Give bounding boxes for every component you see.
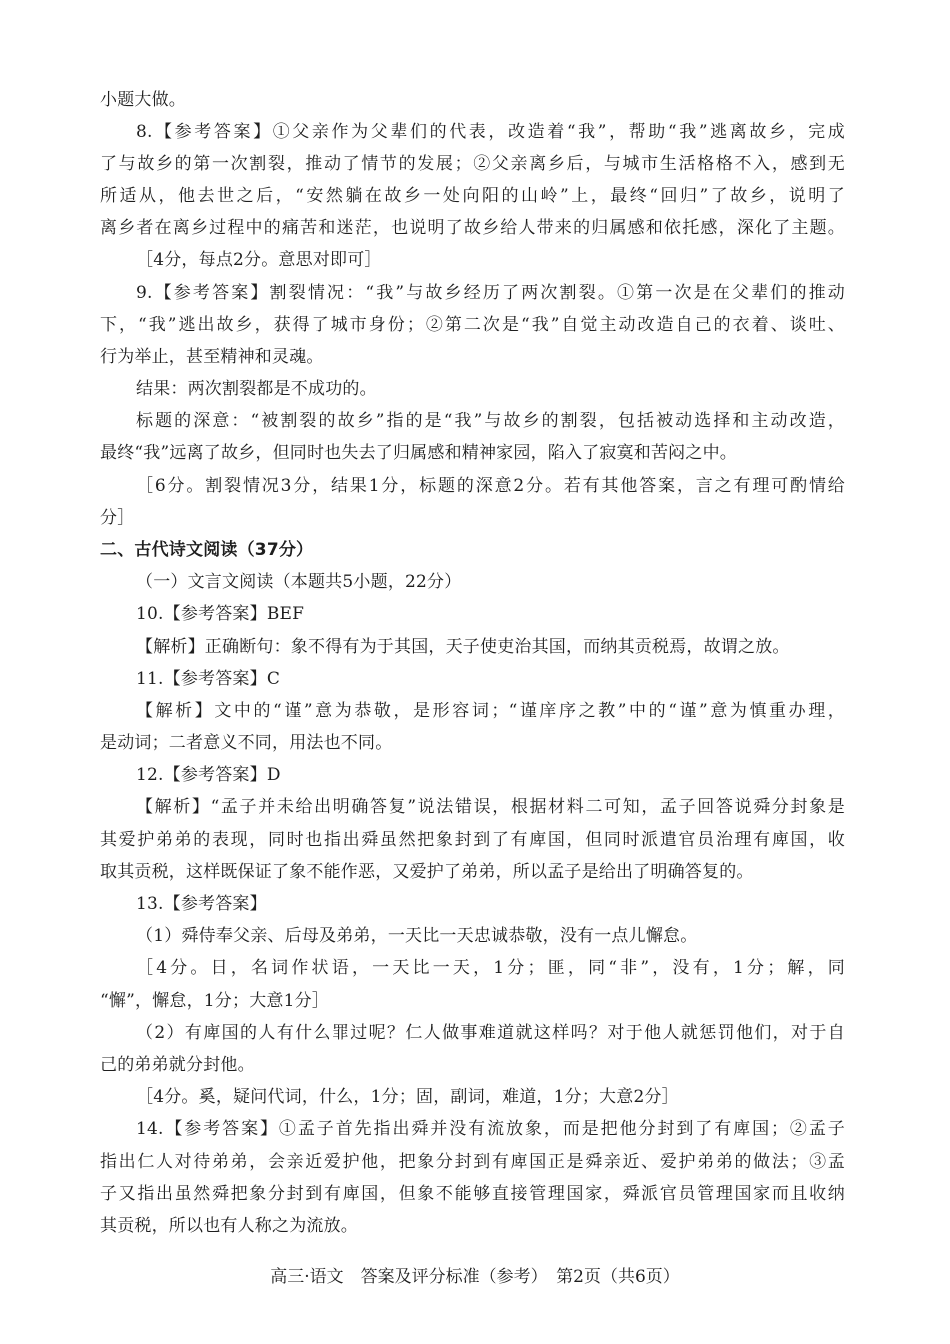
text-line: 取其贡税，这样既保证了象不能作恶，又爱护了弟弟，所以孟子是给出了明确答复的。 (100, 862, 754, 882)
text-line: 【解析】正确断句：象不得有为于其国，天子使吏治其国，而纳其贡税焉，故谓之放。 (136, 637, 790, 657)
text-line: 【解析】“孟子并未给出明确答复”说法错误，根据材料二可知，孟子回答说舜分封象是 (136, 797, 845, 817)
text-line: 标题的深意：“被割裂的故乡”指的是“我”与故乡的割裂，包括被动选择和主动改造， (136, 411, 845, 431)
text-line: 下，“我”逃出故乡，获得了城市身份；②第二次是“我”自觉主动改造自己的衣着、谈吐、 (100, 315, 845, 335)
text-line: 行为举止，甚至精神和灵魂。 (100, 347, 324, 367)
text-line: 最终“我”远离了故乡，但同时也失去了归属感和精神家园，陷入了寂寞和苦闷之中。 (100, 443, 737, 463)
text-line: 12.【参考答案】D (136, 765, 281, 785)
text-line: 9.【参考答案】割裂情况：“我”与故乡经历了两次割裂。①第一次是在父辈们的推动 (136, 283, 845, 303)
text-line: 离乡者在离乡过程中的痛苦和迷茫，也说明了故乡给人带来的归属感和依托感，深化了主题。 (100, 218, 845, 238)
text-line: 分］ (100, 508, 135, 528)
text-line: 了与故乡的第一次割裂，推动了情节的发展；②父亲离乡后，与城市生活格格不入，感到无 (100, 154, 845, 174)
text-line: 子又指出虽然舜把象分封到有庳国，但象不能够直接管理国家，舜派官员管理国家而且收纳 (100, 1184, 845, 1204)
text-line: 10.【参考答案】BEF (136, 604, 305, 624)
text-line: 小题大做。 (100, 90, 186, 110)
section-heading: 二、古代诗文阅读（37分） (100, 540, 314, 560)
text-line: 8.【参考答案】①父亲作为父辈们的代表，改造着“我”，帮助“我”逃离故乡，完成 (136, 122, 845, 142)
text-line: 是动词；二者意义不同，用法也不同。 (100, 733, 393, 753)
subsection-heading: （一）文言文阅读（本题共5小题，22分） (136, 572, 462, 592)
text-line: 结果：两次割裂都是不成功的。 (136, 379, 377, 399)
text-line: ［4分。日，名词作状语，一天比一天，1分；匪，同“非”，没有，1分；解，同 (136, 958, 845, 978)
text-line: ［4分。奚，疑问代词，什么，1分；固，副词，难道，1分；大意2分］ (136, 1087, 679, 1107)
text-line: （1）舜侍奉父亲、后母及弟弟，一天比一天忠诚恭敬，没有一点儿懈怠。 (136, 926, 698, 946)
text-line: 其爱护弟弟的表现，同时也指出舜虽然把象封到了有庳国，但同时派遣官员治理有庳国，收 (100, 830, 845, 850)
text-line: 11.【参考答案】C (136, 669, 281, 689)
text-line: 其贡税，所以也有人称之为流放。 (100, 1216, 358, 1236)
text-line: 13.【参考答案】 (136, 894, 267, 914)
text-line: ［6分。割裂情况3分，结果1分，标题的深意2分。若有其他答案，言之有理可酌情给 (136, 476, 845, 496)
text-line: 己的弟弟就分封他。 (100, 1055, 255, 1075)
text-line: 指出仁人对待弟弟，会亲近爱护他，把象分封到有庳国正是舜亲近、爱护弟弟的做法；③孟 (100, 1152, 845, 1172)
text-line: 14.【参考答案】①孟子首先指出舜并没有流放象，而是把他分封到了有庳国；②孟子 (136, 1119, 845, 1139)
text-line: “懈”，懈怠，1分；大意1分］ (100, 991, 330, 1011)
page-footer: 高三·语文 答案及评分标准（参考） 第2页（共6页） (270, 1267, 680, 1287)
text-line: 所适从，他去世之后，“安然躺在故乡一处向阳的山岭”上，最终“回归”了故乡，说明了 (100, 186, 845, 206)
text-line: ［4分，每点2分。意思对即可］ (136, 250, 382, 270)
text-line: （2）有庳国的人有什么罪过呢？仁人做事难道就这样吗？对于他人就惩罚他们，对于自 (136, 1023, 845, 1043)
text-line: 【解析】文中的“谨”意为恭敬，是形容词；“谨庠序之教”中的“谨”意为慎重办理， (136, 701, 845, 721)
